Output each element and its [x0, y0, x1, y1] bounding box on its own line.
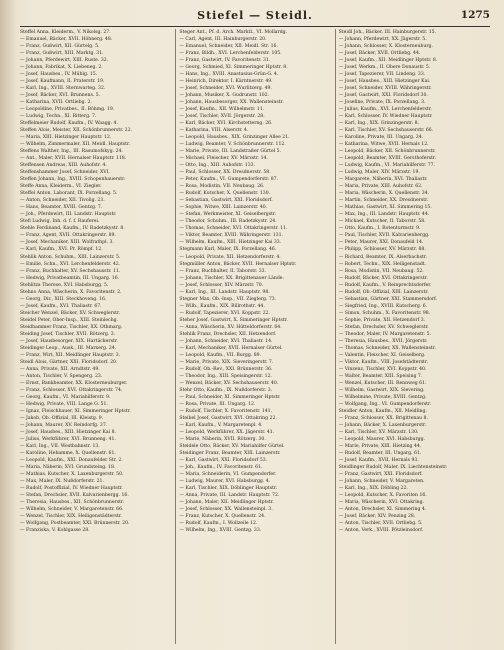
directory-entry: — Leopoldine, Privatbes., II. Böhmg. 19.	[20, 107, 115, 113]
directory-entry: — Marie, Private, III. Landstraßer Gürtel 5.	[179, 149, 282, 155]
directory-entry: — Mathias, Gastwirt, XI. Simmering 15.	[338, 205, 432, 211]
directory-entry: — Georg, Schmied, XI. Simmeringer Hptstr. 8.	[179, 65, 288, 71]
directory-entry: — Josef, Kaufm., XII. Wilhelmstr. 11.	[179, 107, 265, 113]
directory-entry: Steger Ant., Pf. d. Arch. Marktl., VI. Mollardg.	[179, 30, 288, 35]
directory-entry: — Josef, Schneider, XVI. Wurlitzerg. 49.	[179, 86, 272, 92]
directory-entry: — Rudolf, Beamter, III. Ungarg. 61.	[338, 450, 422, 456]
directory-entry: — Hedwig, Privatbeamtin, III. Ungarg. 16.	[20, 275, 120, 281]
directory-entry: — Theresia, Hausbes., XVII. Jörgerstr.	[338, 338, 428, 344]
directory-entry: — Maria, Wäscherin, XVI. Ottakring.	[338, 500, 425, 506]
directory-entry: — Simon, Schuhm., X. Favoritenstr. 98.	[338, 310, 431, 316]
directory-entry: — Rudolf, Kutscher, X. Quellenstr. 130.	[179, 191, 271, 197]
directory-entry: — Josef, Hausbesorger, XIX. Hartäckerstr.	[20, 338, 118, 344]
directory-entry: — Rudolf, Postoffizial, IV. Wiedner Hauptstr.	[20, 486, 123, 492]
directory-entry: Steidele Otto, Bäcker, XV. Mariahilfer Gürtel.	[179, 443, 285, 449]
directory-entry: — Jakob, Ob.-Offizial, III. Kleistg. 9.	[20, 415, 104, 421]
directory-entry: — Martin, Schneider, XX. Dresdnerstr.	[338, 198, 429, 204]
directory-entry: — Josef, Gastwirt, XXI. Floridsdorf 30.	[338, 93, 428, 99]
directory-entry: — Karl, Kaufm., V. Margaretenpl. 4.	[179, 422, 263, 428]
directory-entry: — Josef, Schneider, XVIII. Währingerstr.	[338, 86, 432, 92]
directory-entry: — Ludwig, Maurer, XVI. Habsburgg. 4.	[179, 479, 271, 484]
directory-entry: — Mathias, Kutscher, X. Laxenburgerstr. 50.	[20, 471, 124, 477]
directory-entry: — Josef, Schlosser, XIV. Märzstr. 70.	[179, 282, 264, 288]
directory-entry: — Rudolf, Ob.-Rev., XXI. Brünnerstr. 36.	[179, 366, 273, 372]
directory-entry: — Karl, Tischler, XV. Sechshauserstr. 66.	[338, 128, 434, 134]
directory-entry: Stehlik Franz, Drechsler, XII. Hetzendorf.	[179, 331, 277, 337]
directory-entry: — Anna, Wäscherin, XV. Hütteldorferstr. 64.	[179, 324, 282, 330]
directory-entry: — Rosa, Modistin, VII. Neubaug. 26.	[179, 184, 265, 190]
directory-entry: — Karl, Tischler, XIX. Döblinger Hauptstr.	[179, 486, 278, 492]
directory-entry: — Joh., Kaufm., IV. Favoritenstr. 61.	[179, 464, 263, 470]
directory-entry: — Ludwig, Maler, XIV. Märzstr. 19.	[338, 170, 420, 176]
directory-entry: — Wilhelm, Gastwirt, XIX. Sievering.	[338, 387, 425, 393]
directory-entry: — Ludwig, Kaufm., VI. Mariahilferstr. 77.	[338, 163, 436, 169]
directory-entry: — Josef, Schlosser, XX. Wallensteinpl. 3.	[179, 507, 273, 513]
directory-entry: Steffensen Andreas, XIII. Auhofstr. 4.	[20, 163, 107, 169]
directory-entry: — Theresia, Hausbes., XII. Schönbrunnerstr.	[20, 500, 125, 506]
directory-entry: Stehlitza Therese, XVI. Habsburgg. 5.	[20, 282, 109, 288]
directory-entry: — Maria, XIII. Hietzinger Hauptstr. 12.	[20, 135, 112, 141]
directory-entry: — Sophie, Witwe, XIII. Lainzerstr. 40.	[179, 205, 268, 211]
directory-entry: — Josefine, Private, IX. Porzellang. 3.	[338, 100, 426, 106]
directory-entry: — Karl, Ing., XIX. Döbling 22.	[338, 486, 408, 492]
directory-entry: — Philipp, Schlosser, XV. Märzstr. 88.	[338, 247, 426, 253]
directory-entry: — Anton, Verk., XVIII. Pötzleinsdorf.	[338, 528, 424, 534]
directory-entry: — Georg, Kaufm., VI. Mariahilferstr. 9.	[20, 394, 111, 400]
directory-entry: — Leopold, Bäcker, XII. Schönbrunnerstr.	[338, 149, 436, 155]
directory-entry: — Karoline, Hebamme, X. Quellenstr. 61.	[20, 450, 116, 456]
directory-entry: Stegmüller Anton, Bäcker, XVII. Hernalser Hptstr.	[179, 261, 297, 267]
directory-entry: — Rudolf, Kaufm., I. Wollzeile 12.	[179, 521, 258, 527]
directory-entry: Stehr Otto, Kaufm., IX. Nußdorferstr. 3.	[179, 387, 273, 393]
directory-entry: — Stefan, Drechsler, XV. Schweglerstr.	[338, 324, 429, 330]
directory-entry: — Josef, Kaufm., XVI. Thaliastr. 67.	[20, 303, 102, 309]
directory-entry: — Wilh., Kaufm., XIX. Billrothstr. 44.	[179, 303, 265, 309]
directory-entry: — Leopold, Kutscher, X. Favoriten 16.	[338, 493, 427, 499]
directory-entry: — Franz, Schlosser, XVI. Ottakringerstr. 74.	[20, 387, 123, 393]
directory-entry: — Sophie, Private, XII. Hetzendorf 3.	[338, 317, 426, 323]
directory-entry: — Anna, Private, XII. Arndtstr. 49.	[20, 366, 100, 372]
directory-entry: — Stefan, Werkmeister, XI. Geiselbergstr.	[179, 212, 277, 218]
directory-entry: — Julius, Werkführer, XVI. Brunneng. 41.	[20, 436, 116, 442]
directory-entry: — Josef, Hausbes., IV. Mühlg. 15.	[20, 72, 98, 78]
directory-entry: — Vinzenz, Tischler, XVI. Koppstr. 40.	[338, 366, 427, 372]
directory-entry: Steffen Alois, Meister, XII. Schönbrunnerstr. 22.	[20, 128, 133, 134]
directory-entry: — Johann, Pferdewirt, XIII. Ruste. 32.	[20, 58, 109, 64]
directory-entry: — Karl, Tischler, XV. Märzstr. 130.	[338, 429, 419, 435]
directory-entry: — Otto, Ing., XIII. Auhofstr. 133.	[179, 163, 255, 169]
directory-entry: Stehle Ferdinand, Kaufm., IV. Radetzkystr. 8.	[20, 226, 125, 232]
directory-entry: Steidel Peter, Ober-Insp., XIII. Steinlechg.	[20, 317, 119, 323]
directory-entry: — Paul, Tischler, XVII. Kalvarienbergg.	[338, 233, 430, 239]
directory-entry: — Ludwig, Techn., XI. Ritterg. 7.	[20, 114, 97, 120]
directory-entry: — Wilhelm, Kaufm., XIII. Hietzinger Kai 33.	[179, 240, 282, 246]
directory-entry: — Viktor, Kaufm., VIII. Josefstädterstr.	[338, 359, 429, 365]
directory-entry: — Rudolf, Kaufm., V. Reinprechtsdorfer.	[338, 282, 432, 288]
header-rule	[20, 26, 490, 27]
directory-entry: — Josef, Bäcker, XVII. Ortliebg. 44.	[338, 51, 421, 57]
directory-entry: — Julius, Kaufm., XVI. Lerchenfelderstr.	[338, 107, 432, 113]
directory-entry: — Rudolf, Tapezierer, XVI. Koppstr. 22.	[179, 310, 271, 316]
directory-entry: — Karl, Mechaniker, XVII. Hernalser Gürtel.	[179, 345, 283, 351]
directory-entry: Steidl Alois, Gärtner, XXI. Floridsdorf. 20.	[20, 359, 118, 365]
directory-entry: — Wilhelm, Zimmermaler, XII. Meidl. Hauptstr.	[20, 142, 131, 148]
directory-entry: — Johann, Schlosser, X. Klosterneuburg.	[338, 44, 433, 50]
directory-entry: — Anton, Tischler, XVII. Ortliebg. 5.	[338, 521, 423, 527]
directory-entry: Steffelmeier Rudolf, Kaufm., IV. Waagg. 4.	[20, 121, 118, 127]
directory-entry: — Peter, Kaufm., VI. Gumpendorferstr. 87.	[179, 177, 279, 183]
directory-entry: — Stefan, Drechsler, XVII. Kalvarienbergg. 16.	[20, 493, 129, 499]
directory-entry: — Ignaz, Fleischhauer, XI. Simmeringer Hptstr.	[20, 408, 131, 414]
directory-entry: — Franz, Kutscher, X. Quellenstr. 24.	[179, 514, 266, 520]
directory-entry: — Rudolf, Ob.-Offizial, XIII. Lainzerstr.	[338, 289, 429, 295]
directory-entry: — Johann, Hausbesorger, XX. Wallensteinstr.	[179, 100, 284, 106]
directory-entry: Steidinger Leop., Ausk., III. Marxerg. 24.	[20, 345, 117, 351]
directory-entry: — Theodor, Maler, IV. Margaretenstr. 5.	[338, 331, 431, 337]
directory-entry: Stefl Ludwig, Inh. d. f. f. Rauferei.	[20, 219, 100, 225]
directory-entry: Steffens Walther, Ing., III. Rasumofskyg. 24.	[20, 149, 123, 155]
directory-entry: — Josef, Hausbes., XIII. Hietzinger Kai 8.	[20, 429, 116, 435]
directory-entry: — Emanuel, Bäcker, XVII. Höhnerg. 48.	[20, 37, 113, 43]
directory-entry: Steidlinger Rudolf, Maler, IX. Liechtensteinstr.	[338, 464, 448, 470]
directory-entry: — Franz, Buchhalter, XV. Sechshausstr. 11.	[20, 268, 121, 274]
directory-entry: Stegner Max, Ob.-Insp., VII. Zieglerg. 73.	[179, 296, 277, 302]
directory-entry: — Wolfgang, Postbeamter, XXI. Brünnerstr. 20.	[20, 521, 130, 527]
directory-entry: — Leopold, Hausbes., XIX. Grinzinger Allee 21.	[179, 135, 290, 141]
directory-entry: — Johann, Maler, XII. Meidlinger Hptstr.	[179, 500, 274, 506]
directory-entry: — Franz, Gußwirt, XII. Gürtelg. 5.	[20, 44, 100, 50]
directory-entry: Steffel Anton, Laborant, IX. Porzellang. 5.	[20, 191, 118, 197]
directory-entry: — Hans, Ing., XVIII. Anastasius-Grün-G. 4.	[179, 72, 279, 78]
directory-entry: — Leopold, Beamter, XVIII. Gersthoferstr.	[338, 156, 437, 162]
directory-entry: — Franz, Agent, XVII. Ottakringerstr. 89.	[20, 233, 116, 239]
directory-entry: — Franz, Bildh., XVI. Lerchenfelderstr. 105.	[179, 51, 282, 57]
directory-entry: — Wilhelmine, Private, XVIII. Gentzg.	[338, 394, 427, 400]
directory-entry: — Johann, Bäcker, X. Laxenburgerstr.	[338, 422, 427, 428]
directory-entry: Stehlik Anton, Schuhm., XIII. Lainzerstr. 5.	[20, 254, 121, 260]
directory-entry: — Hans, Beamter, XVIII. Gentzg. 7.	[20, 205, 103, 211]
directory-entry: Steher Josef, Gastwirt, X. Simmeringer Hptstr.	[179, 317, 288, 323]
directory-entry: — Josef, Bäcker, XIV. Penzing 28.	[338, 514, 416, 520]
directory-entry: — Wenzel, Kutscher, III. Rennweg 61.	[338, 380, 427, 386]
directory-entry: — Anton, Drechsler, XI. Simmering 4.	[338, 507, 427, 513]
directory-column-3	[335, 29, 490, 644]
directory-entry: — Karl, Bäcker, XVI. Kirchstetterng. 26.	[179, 121, 273, 127]
directory-entry: — Ant., Maler, XVII. Hernalser Hauptstr. 118.	[20, 156, 127, 162]
directory-entry: Steiding Josef, Tischler, XVII. Rötzerg. 3.	[20, 331, 116, 337]
directory-entry: — Viktor, Beamter, XVIII. Währingerstr. 131.	[179, 233, 283, 239]
directory-entry: — Johann, Schneider, V. Margareten.	[338, 479, 425, 484]
directory-entry: — Heinrich, Direktor, I. Kärntnerstr. 49.	[179, 79, 273, 85]
directory-entry: — Josef, Hausbes., XIII. Hietzinger Kai.	[338, 79, 431, 85]
page-number: 1275	[460, 9, 490, 21]
directory-entry: — Thomas, Schneider, XVI. Ottakringerstr. 11.	[179, 226, 288, 232]
directory-entry: — Walter, Beamter, XIII. Speising 7.	[338, 373, 423, 379]
directory-entry: Steidler Anton, Kaufm., XII. Meidling.	[338, 408, 427, 414]
directory-entry: — Josef, Bäcker, XVI. Brunnens. 5.	[20, 93, 101, 99]
directory-entry: — Emanuel, Schneider, XII. Meidl. Str. 16.	[179, 44, 278, 50]
directory-entry: — Wilhelm, Schneider, V. Margaretenstr. 66.	[20, 507, 124, 513]
directory-entry: — Marie, Private, XIX. Sieveringerstr. 7.	[179, 359, 274, 365]
directory-entry: — Wilhelm, Ing., XVIII. Gentzg. 33.	[179, 528, 262, 534]
directory-entry: — Maria, Schneiderin, VI. Gumpendorfer.	[179, 471, 277, 477]
directory-entry: — Rosa, Modistin, VII. Neubaug. 52.	[338, 268, 424, 274]
directory-entry: — Theodor, Schuhm., III. Radetzkystr. 24.	[179, 219, 277, 225]
directory-entry: — Karl, Ing., XVIII. Sternwarteg. 32.	[20, 86, 106, 92]
directory-entry: — Katharina, Witwe, XVII. Hernals 12.	[338, 142, 429, 148]
directory-entry: — Marie, Näherin, XVII. Rötzerg. 30.	[179, 436, 266, 442]
directory-entry: — Josef, Tischler, XVII. Jörgerstr. 28.	[179, 114, 265, 120]
directory-entry: — Hedwig, Private, VIII. Lange G. 51.	[20, 401, 108, 407]
directory-entry: Steidl Joh., Bäcker, III. Hainburgerstr. 15.	[338, 30, 437, 35]
directory-entry: — Robert, Techn., XIX. Heiligenstadt.	[338, 261, 427, 267]
directory-entry: — Max, Maler, IX. Nußdorferstr. 21.	[20, 479, 104, 484]
directory-entry: — Valentin, Fleischer, XI. Geiselberg.	[338, 352, 426, 358]
directory-entry: — Sebastian, Gastwirt, XXI. Floridsdorf.	[179, 198, 273, 204]
directory-entry: — Johann, Schneider, XVI. Thaliastr. 14.	[179, 338, 273, 344]
directory-entry: — Franziska, V. Kohlgasse 28.	[20, 528, 90, 534]
directory-entry: — Katharina, VIII. Alserstr. 4.	[179, 128, 249, 134]
directory-entry: Steicher Wenzel, Bäcker, XV. Schweglerstr.	[20, 310, 121, 316]
directory-entry: — Paul, Schneider, XI. Simmeringer Hptstr.	[179, 394, 281, 400]
directory-entry: — Maria, Private, XIII. Auhofstr. 62.	[338, 184, 423, 190]
directory-entry: — Thomas, Schneider, XX. Wallensteinstr.	[338, 345, 436, 351]
directory-entry: — Paul, Schlosser, XX. Dresdnerstr. 58.	[179, 170, 271, 176]
directory-entry: — Siegfried, Ing., XVIII. Kutscherg. 6.	[338, 303, 428, 309]
directory-entry: — Karl, Kaufm., XVI. Pr. Römpf. 12.	[20, 247, 103, 253]
directory-entry: — Wenzel, Bäcker, XV. Sechshauserstr. 40.	[179, 380, 279, 386]
page-header	[20, 8, 490, 24]
directory-entry: — Peter, Maurer, XXI. Donaufeld 14.	[338, 240, 424, 246]
directory-entry: — Josef, Werkm., II. Obere Donaustr. 5.	[338, 65, 431, 71]
directory-entry: — Wolfgang, Ing., VI. Gumpendorferstr.	[338, 401, 432, 407]
directory-entry: — Karl, Ing., XIX. Grinzingerstr. 8.	[338, 121, 420, 127]
directory-entry: — Ludwig, Beamter, V. Schönbrunnerstr. 112.	[179, 142, 286, 148]
directory-entry: — Karl, Gastwirt, XXI. Floridsdorf 53.	[179, 457, 268, 463]
directory-entry: — Rudolf, Bäcker, XVI. Ottakringerstr.	[338, 275, 428, 281]
directory-entry: — Maria, Näherin, XVI. Grundsteing. 18.	[20, 464, 116, 470]
directory-entry: — Maria, Wäscherin, X. Quellenstr. 34.	[338, 191, 430, 197]
directory-entry: Steffen Johann, Ing., XVIII. Schopenhauerstr.	[20, 177, 126, 183]
directory-entry: — Franz, Gastwirt, XXI. Floridsdorf.	[338, 471, 423, 477]
directory-entry: — Katharina, XVII. Ortliebg. 2.	[20, 100, 92, 106]
directory-entry: — Johann, Fabrikat, X. Liebeneg. 2.	[20, 65, 103, 71]
directory-entry: — Karl, Ing., VII. Westbahnstr. 13.	[20, 443, 100, 449]
directory-entry: — Marie, Private, XIII. Hietzing 44.	[338, 443, 422, 449]
directory-entry: — Rosa, Private, III. Ungarg. 12.	[179, 401, 256, 407]
directory-entry: — Franz, Gußwirt, XIII. Marktg. 31.	[20, 51, 104, 57]
directory-entry: — Johann, Tischler, XX. Brigittenauer Lände.	[179, 275, 284, 281]
directory-entry: — Anton, Schneider, XII. Tivolig. 23.	[20, 198, 105, 204]
directory-entry: — Johann, Pferdewirt, XX. Jägerstr. 5.	[338, 37, 427, 43]
running-title: Stiefel — Steidl.	[197, 9, 313, 22]
directory-entry: — Leopold, Werkführer, XX. Jägerstr. 41.	[179, 429, 275, 435]
directory-entry: Steidinger Franz, Beamter, XIII. Lainzerstr.	[179, 450, 281, 456]
directory-entry: — Carl, Agent, III. Hainburgerstr. 20.	[179, 37, 267, 43]
directory-entry: — Sebastian, Gärtner, XXI. Stammersdorf.	[338, 296, 438, 302]
directory-column-1	[20, 29, 171, 644]
directory-entry: — Joh., Pferdewirt, III. Landstr. Hauptstr.	[20, 212, 117, 218]
directory-entry: — Georg, Dir., XIII. Steckhoveng. 16.	[20, 296, 107, 302]
directory-column-2	[175, 29, 330, 644]
directory-entry: — Leopold, Private, XII. Hetzendorferstr. 4.	[179, 254, 281, 260]
directory-columns	[20, 29, 490, 644]
directory-entry: Steffel Anna, Kleiderm., V. Nikolsg. 27.	[20, 30, 111, 35]
page-spine-shadow	[0, 0, 16, 650]
directory-entry: — Karl, Ing., III. Landstr. Hauptstr. 98.	[179, 289, 270, 295]
directory-entry: — Franz, Buchhalter, II. Taborstr. 33.	[179, 268, 267, 274]
directory-entry: — Karoline, Private, III. Ungarg. 24.	[338, 135, 424, 141]
directory-entry: — Emilie, Schn., XVI. Lerchenfelderstr. 42.	[20, 261, 121, 267]
directory-entry: — Anna, Private, III. Landstr. Hauptstr. 72.	[179, 493, 280, 499]
directory-entry: Steffe Anna, Kleiderm., VI. Ziegler.	[20, 184, 102, 190]
directory-entry: — Josef, Kaufm., XVII. Hernals 93.	[338, 457, 419, 463]
directory-entry: Steffenshammer Josef, Schneider, XVI.	[20, 170, 110, 176]
directory-entry: Steibel Josef, Gastwirt, XVI. Ottakring 22.	[179, 415, 277, 421]
directory-entry: — Ernst, Bankbeamter, XX. Klosterneuburger.	[20, 380, 128, 386]
directory-entry: — Richard, Beamter, IX. Alserbachstr.	[338, 254, 427, 260]
directory-entry: — Johann, Maurer, XV. Reindorfg. 37.	[20, 422, 108, 428]
directory-entry: — Wenzel, Tischler, XIX. Heiligenstädterstr.	[20, 514, 122, 520]
directory-entry: — Otto, Kaufm., I. Rotenturmstr. 9.	[338, 226, 421, 232]
directory-entry: — Josef, Kaufmann, II. Praterstr. 19.	[20, 79, 105, 85]
directory-entry: — Franz, Wirt, XII. Meidlinger Hauptstr. 3.	[20, 352, 121, 358]
directory-entry: Steidhammer Franz, Tischler, XX. Othmarg.	[20, 324, 123, 330]
directory-entry: — Karl, Schlosser, IV. Wiedner Hauptstr.	[338, 114, 433, 120]
directory-entry: — Franz, Schlosser, XX. Brigittenau 8.	[338, 415, 428, 421]
directory-entry: — Michael, Fleischer, XV. Märzstr. 14.	[179, 156, 268, 162]
directory-entry: Stehno Anna, Wäscherin, X. Favoritenstr. 2.	[20, 289, 122, 295]
directory-entry: — Leopold, Kaufm., XXI. Donaufelder Str. 2.	[20, 457, 123, 463]
directory-entry: — Rudolf, Tischler, X. Favoritenstr. 141.	[179, 408, 273, 414]
directory-entry: — Theodor, Ing., XIII. Speisingerstr. 12.	[179, 373, 272, 379]
directory-entry: — Josef, Mechaniker, XIII. Wolfrathpl. 3.	[20, 240, 114, 246]
directory-entry: — Leopold, Maurer, XVI. Habsburgg.	[338, 436, 426, 442]
directory-entry: — Franz, Gastwirt, IV. Favoritenstr. 31.	[179, 58, 271, 64]
directory-entry: — Johann, Musiker, X. Gudrunstr. 102.	[179, 93, 270, 99]
directory-entry: — Margarete, Näherin, XVI. Thaliastr.	[338, 177, 428, 183]
directory-entry: — Max, Ing., III. Landstr. Hauptstr. 44.	[338, 212, 430, 218]
directory-entry: — Leopold, Kaufm., VII. Burgg. 89.	[179, 352, 262, 358]
directory-entry: — Anton, Tischler, V. Spengerg. 23.	[20, 373, 103, 379]
directory-entry: — Josef, Kaufm., XII. Meidlinger Hptstr. 8.	[338, 58, 438, 64]
directory-entry: — Michael, Kutscher, II. Taborstr. 58.	[338, 219, 426, 225]
directory-entry: — Josef, Tapezierer, VII. Lindeng. 33.	[338, 72, 426, 78]
directory-entry: Stegmann Karl, Maler, IX. Porzellang. 46.	[179, 247, 277, 253]
